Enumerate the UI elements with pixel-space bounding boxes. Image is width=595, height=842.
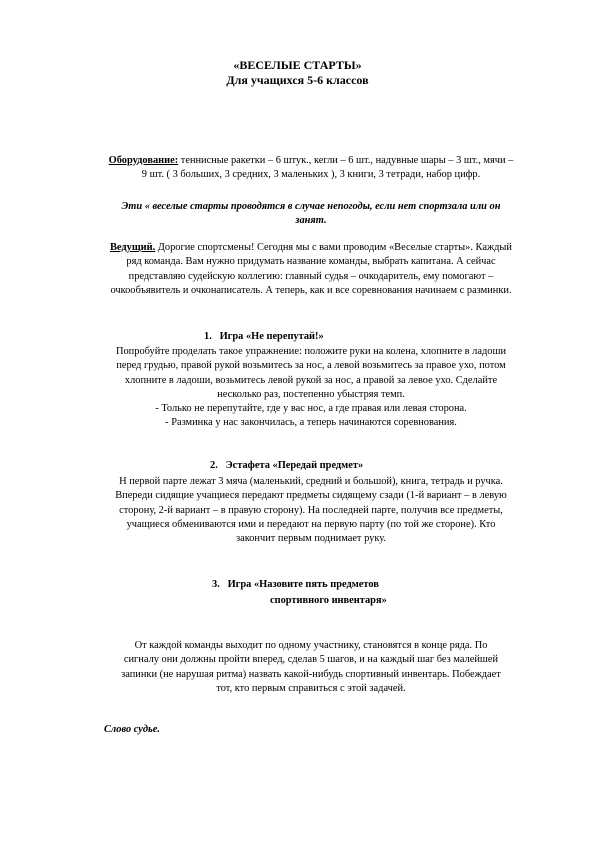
- equipment-paragraph: [80, 154, 542, 183]
- game2-line: учащиеся обмениваются ими и передают на первую парту (по той же стороне). Кто: [126, 518, 496, 530]
- game3-line: запинки (не нарушая ритма) назвать какой-нибудь спортивный инвентарь. Побеждает: [121, 668, 501, 680]
- game2-body: [70, 475, 552, 546]
- note-line-2: занят.: [295, 215, 327, 227]
- game3-heading-line-2: спортивного инвентаря»: [270, 595, 387, 606]
- game1-line: - Разминка у нас закончилась, а теперь начинаются соревнования.: [165, 417, 457, 429]
- host-paragraph: [80, 241, 542, 298]
- equipment-label: Оборудование:: [108, 155, 179, 166]
- game2-title: Эстафета «Передай предмет»: [225, 460, 364, 471]
- game1-number: 1.: [204, 331, 212, 342]
- host-label: Ведущий.: [110, 242, 156, 253]
- host-line-2: ряд команда. Вам нужно придумать название команды, выбрать капитана. А сейчас: [126, 256, 496, 268]
- closing-text: Слово судье.: [104, 724, 160, 735]
- game3-body: [70, 639, 552, 696]
- game1-line: Попробуйте проделать такое упражнение: положите руки на колена, хлопните в ладоши: [115, 346, 507, 357]
- game3-line: тот, кто первым справиться с этой задачей.: [216, 682, 406, 694]
- game3-title: Игра «Назовите пять предметов: [227, 579, 379, 590]
- equipment-line-2: 9 шт. ( 3 больших, 3 средних, 3 маленьких ), 3 книги, 3 тетради, набор цифр.: [141, 169, 481, 181]
- game2-line: Н первой парте лежат 3 мяча (маленький, средний и большой), книга, тетрадь и ручка.: [119, 476, 503, 487]
- game2-line: Впереди сидящие учащиеся передают предметы сидящему сзади (1-й вариант – в левую: [115, 490, 507, 502]
- game3-heading: [212, 578, 379, 592]
- game2-number: 2.: [210, 460, 218, 471]
- game2-line: закончит первым поднимает руку.: [236, 533, 386, 545]
- equipment-line-1: Оборудование: теннисные ракетки – 6 штук., кегли – 6 шт., надувные шары – 3 шт., мячи –: [108, 155, 514, 166]
- document-subtitle: Для учащихся 5-6 классов: [226, 73, 369, 87]
- game1-line: хлопните в ладоши, возьмитесь левой рукой за нос, а правой за левое ухо. Сделайте: [124, 374, 498, 386]
- game1-heading: [204, 330, 324, 344]
- game1-line: перед грудью, правой рукой возьмитесь за нос, а левой возьмитесь за правое ухо, потом: [116, 360, 506, 372]
- game1-title: Игра «Не перепутай!»: [219, 331, 324, 342]
- game1-body: [70, 345, 552, 431]
- game3-number: 3.: [212, 579, 220, 590]
- host-line-4: очкообъявитель и очконаписатель. А теперь, как и все соревнования начинаем с разминки.: [110, 284, 512, 296]
- document-title: «ВЕСЕЛЫЕ СТАРТЫ»: [233, 58, 362, 72]
- host-line-3: представляю судейскую коллегию: главный судья – очкодаритель, ему помогают –: [128, 270, 494, 282]
- game2-heading: [210, 459, 363, 473]
- host-line-1: Ведущий. Дорогие спортсмены! Сегодня мы с вами проводим «Веселые старты». Каждый: [110, 242, 512, 253]
- game3-line: От каждой команды выходит по одному участнику, становятся в конце ряда. По: [134, 640, 488, 651]
- note-paragraph: [80, 200, 542, 229]
- game1-line: - Только не перепутайте, где у вас нос, а где правая или левая сторона.: [155, 403, 467, 415]
- note-line-1: Эти « веселые старты проводятся в случае непогоды, если нет спортзала или он: [121, 201, 501, 212]
- game1-line: несколько раз, постепенно убыстряя темп.: [217, 388, 405, 400]
- game2-line: сторону, 2-й вариант – в правую сторону). На последней парте, получив все предметы,: [119, 504, 503, 516]
- game3-line: сигналу они должны пройти вперед, сделав 5 шагов, и на каждый шаг без малейшей: [123, 654, 499, 666]
